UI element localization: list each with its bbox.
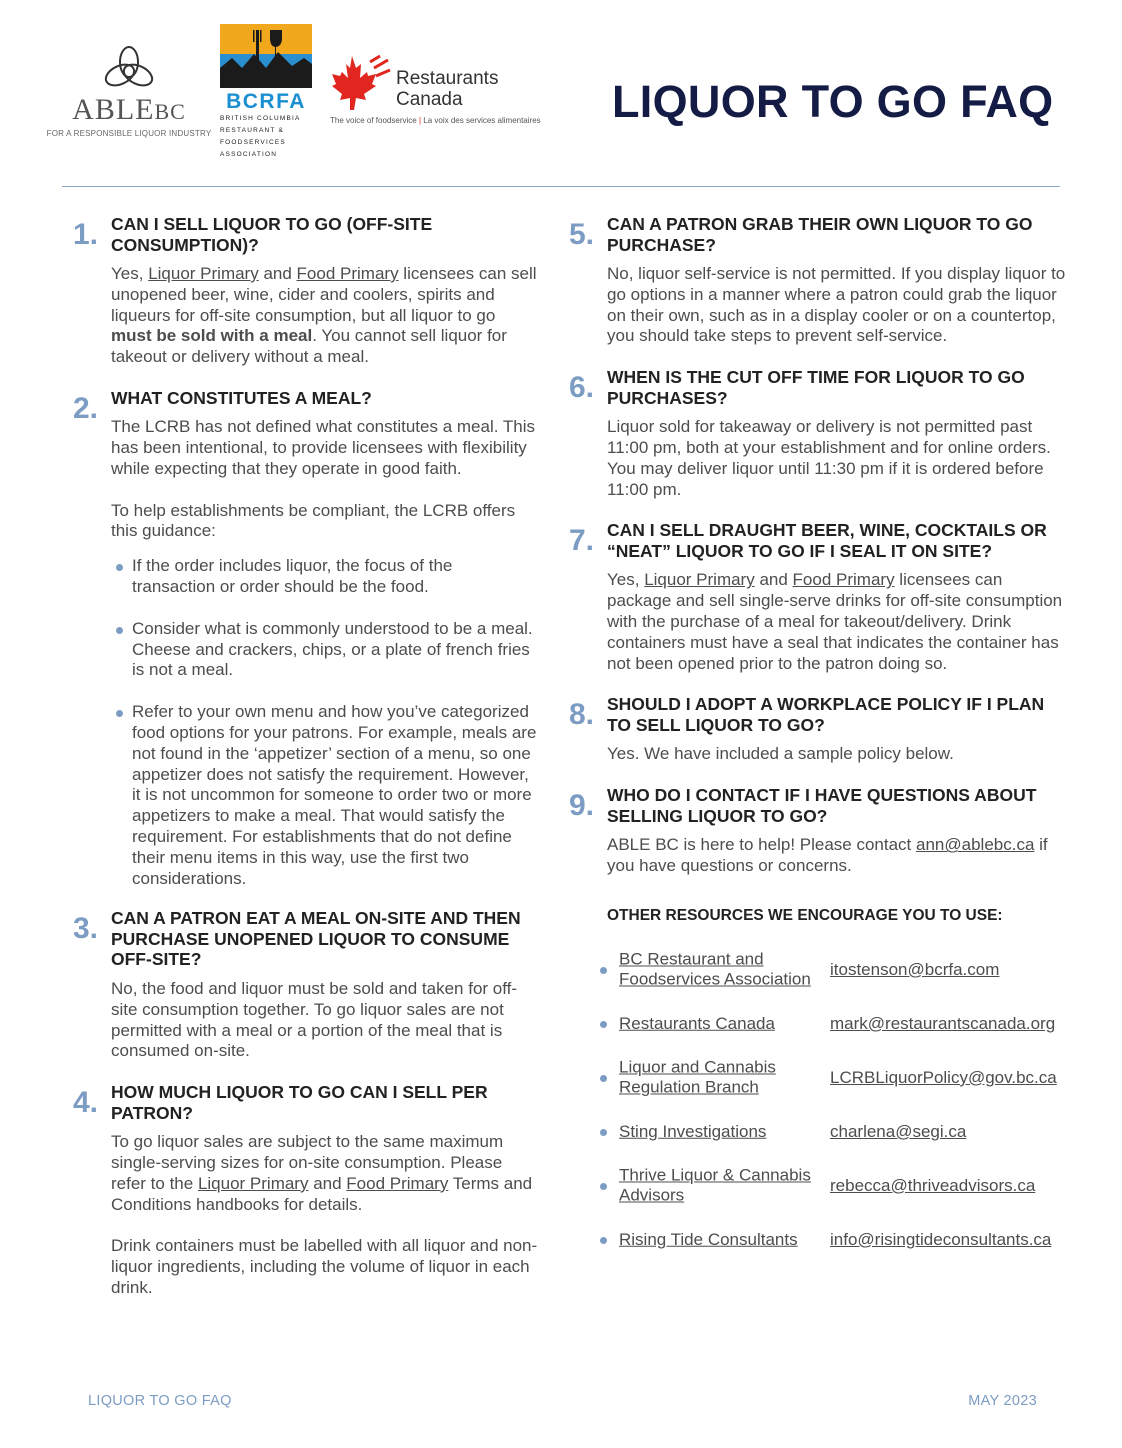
bullet-icon xyxy=(600,1021,607,1028)
faq-answer: Liquor sold for takeaway or delivery is not permitted past 11:00 pm, both at your establishment and for online orders. You may deliver liquor until 11:30 pm if it is ordered before 11:00 pm. xyxy=(607,417,1051,499)
able-name: ABLE xyxy=(72,93,155,126)
text: if you have questions or concerns. xyxy=(607,835,1048,875)
faq-number: 7. xyxy=(569,524,595,558)
able-bc-logo xyxy=(44,45,214,140)
text: and xyxy=(308,1173,347,1193)
bcrfa-line-1: BRITISH COLUMBIA xyxy=(220,115,301,122)
text: licensees can package and sell single-serve drinks for off-site consumption with the purchase of a meal for takeout/delivery. Drink containers must have a seal that indicates the container has not been opened prior to the patron doing so. xyxy=(607,570,1063,673)
faq-number: 1. xyxy=(73,218,99,251)
rc-tagline-fr: La voix des services alimentaires xyxy=(423,116,541,125)
liquor-primary-link[interactable]: Liquor Primary xyxy=(197,1173,309,1193)
right-column xyxy=(566,214,1066,1267)
resource-org-link[interactable]: Liquor and Cannabis Regulation Branch xyxy=(619,1057,776,1097)
guidance-list xyxy=(111,556,538,889)
faq-item-6 xyxy=(566,367,1066,500)
faq-item-8 xyxy=(566,694,1066,765)
faq-answer xyxy=(111,264,538,368)
bcrfa-logo xyxy=(220,24,312,162)
faq-question: SHOULD I ADOPT A WORKPLACE POLICY IF I PLAN TO SELL LIQUOR TO GO? xyxy=(607,694,1045,735)
faq-number: 9. xyxy=(569,789,595,823)
bcrfa-name: BCRFA xyxy=(226,90,306,113)
faq-number: 3. xyxy=(73,912,99,946)
footer-date: MAY 2023 xyxy=(968,1393,1037,1409)
faq-question: WHAT CONSTITUTES A MEAL? xyxy=(111,387,372,408)
resource-email-link[interactable]: itostenson@bcrfa.com xyxy=(830,959,1000,979)
list-item: Refer to your own menu and how you’ve categorized food options for your patrons. For example, meals are not found in the ‘appetizer’ section of a menu, so one appetizer does not satisfy the requirement. However, it is not uncommon for someone to order two or more appetizers to make a meal. That would satisfy the requirement. For establishments that do not define their menu items in this way, use the first two considerations. xyxy=(111,702,538,889)
food-primary-link[interactable]: Food Primary xyxy=(792,570,895,590)
header-divider xyxy=(62,186,1060,187)
faq-question: WHEN IS THE CUT OFF TIME FOR LIQUOR TO GO PURCHASES? xyxy=(607,367,1025,408)
faq-question: HOW MUCH LIQUOR TO GO CAN I SELL PER PATRON? xyxy=(111,1082,488,1123)
faq-answer: No, the food and liquor must be sold and taken for off-site consumption together. To go liquor sales are not permitted with a meal or a portion of the meal that is consumed on-site. xyxy=(111,978,518,1061)
faq-number: 8. xyxy=(569,698,595,732)
text: . You cannot sell liquor for takeout or delivery without a meal. xyxy=(111,326,507,367)
resource-org-link[interactable]: Rising Tide Consultants xyxy=(619,1229,798,1249)
able-bc-knot-icon xyxy=(100,45,158,93)
faq-answer xyxy=(607,835,1066,877)
resource-org-link[interactable]: Thrive Liquor & Cannabis Advisors xyxy=(619,1165,811,1205)
faq-number: 5. xyxy=(569,218,595,251)
faq-item-9 xyxy=(566,785,1066,877)
resources-heading: OTHER RESOURCES WE ENCOURAGE YOU TO USE: xyxy=(607,906,1003,924)
resource-email-link[interactable]: rebecca@thriveadvisors.ca xyxy=(830,1175,1036,1195)
rc-tagline-en: The voice of foodservice xyxy=(330,116,417,125)
left-column xyxy=(70,214,538,1318)
faq-item-7 xyxy=(566,520,1066,674)
rc-tagline-separator: | xyxy=(418,116,422,125)
text: and xyxy=(754,570,793,590)
able-name-suffix: BC xyxy=(154,99,186,124)
bcrfa-mountain-cutlery-icon xyxy=(220,24,312,88)
faq-item-5 xyxy=(566,214,1066,347)
contact-email-link[interactable]: ann@ablebc.ca xyxy=(916,835,1035,855)
text: To go liquor sales are subject to the same maximum single-serving sizes for on-site consumption. Please refer to the xyxy=(111,1132,504,1193)
resource-email-link[interactable]: charlena@segi.ca xyxy=(830,1121,967,1141)
faq-question: CAN I SELL DRAUGHT BEER, WINE, COCKTAILS OR “NEAT” LIQUOR TO GO IF I SEAL IT ON SITE? xyxy=(607,520,1047,561)
bullet-icon xyxy=(600,1129,607,1136)
resource-row xyxy=(600,1051,1066,1105)
page-header xyxy=(0,0,1122,190)
text: licensees can sell unopened beer, wine, cider and coolers, spirits and liqueurs for off-site consumption, but all liquor to go xyxy=(111,264,537,325)
text: and xyxy=(258,264,297,283)
bullet-icon xyxy=(600,1237,607,1244)
bullet-icon xyxy=(600,1183,607,1190)
resource-email-link[interactable]: info@risingtideconsultants.ca xyxy=(830,1229,1052,1249)
bcrfa-line-3: FOODSERVICES xyxy=(220,139,286,146)
faq-item-2 xyxy=(70,388,538,889)
faq-number: 6. xyxy=(569,371,595,405)
resource-org-link[interactable]: Restaurants Canada xyxy=(619,1013,775,1033)
text: Yes, xyxy=(607,570,645,590)
resource-row xyxy=(600,943,1066,997)
footer-title: LIQUOR TO GO FAQ xyxy=(88,1393,232,1409)
resource-org-link[interactable]: BC Restaurant and Foodservices Association xyxy=(619,949,811,989)
resource-email-link[interactable]: LCRBLiquorPolicy@gov.bc.ca xyxy=(830,1067,1057,1087)
list-item: Consider what is commonly understood to be a meal. Cheese and crackers, chips, or a plate of french fries is not a meal. xyxy=(111,619,538,681)
resource-row xyxy=(600,1159,1066,1213)
bcrfa-line-2: RESTAURANT & xyxy=(220,127,285,134)
faq-answer: Yes. We have included a sample policy below. xyxy=(607,744,954,764)
resource-row xyxy=(600,997,1066,1051)
faq-question: CAN A PATRON GRAB THEIR OWN LIQUOR TO GO PURCHASE? xyxy=(607,214,1033,255)
bcrfa-emblem xyxy=(220,24,312,88)
able-tagline: FOR A RESPONSIBLE LIQUOR INDUSTRY xyxy=(46,129,212,138)
rc-name: Restaurants Canada xyxy=(396,68,499,110)
faq-question: CAN I SELL LIQUOR TO GO (OFF-SITE CONSUMPTION)? xyxy=(111,214,433,255)
faq-question: CAN A PATRON EAT A MEAL ON-SITE AND THEN PURCHASE UNOPENED LIQUOR TO CONSUME OFF-SITE? xyxy=(111,908,521,970)
faq-item-3 xyxy=(70,908,538,1062)
faq-answer xyxy=(607,570,1066,674)
bullet-icon xyxy=(600,1075,607,1082)
restaurants-canada-logo xyxy=(330,52,541,132)
list-item: If the order includes liquor, the focus of the transaction or order should be the food. xyxy=(111,556,538,598)
faq-answer: The LCRB has not defined what constitutes a meal. This has been intentional, to provide licensees with flexibility while expecting that they operate in good faith. xyxy=(111,417,535,479)
faq-answer: To help establishments be compliant, the LCRB offers this guidance: xyxy=(111,500,516,541)
faq-item-1 xyxy=(70,214,538,368)
text: Terms and Conditions handbooks for details. xyxy=(111,1173,533,1214)
maple-leaf-icon xyxy=(330,54,394,112)
faq-answer xyxy=(111,1132,538,1215)
resource-row xyxy=(600,1213,1066,1267)
bcrfa-line-4: ASSOCIATION xyxy=(220,151,278,158)
faq-number: 4. xyxy=(73,1086,99,1120)
faq-number: 2. xyxy=(73,391,99,425)
page-title: LIQUOR TO GO FAQ xyxy=(612,76,1054,127)
faq-item-4 xyxy=(70,1082,538,1298)
food-primary-link[interactable]: Food Primary xyxy=(346,1173,449,1193)
food-primary-link[interactable]: Food Primary xyxy=(296,264,399,283)
liquor-primary-link[interactable]: Liquor Primary xyxy=(644,570,755,590)
resource-org-link[interactable]: Sting Investigations xyxy=(619,1121,767,1141)
text: Yes, xyxy=(111,264,149,283)
bullet-icon xyxy=(600,967,607,974)
emphasis: must be sold with a meal xyxy=(111,326,313,346)
resource-row xyxy=(600,1105,1066,1159)
faq-answer: Drink containers must be labelled with all liquor and non-liquor ingredients, including the volume of liquor in each drink. xyxy=(111,1236,538,1297)
faq-question: WHO DO I CONTACT IF I HAVE QUESTIONS ABOUT SELLING LIQUOR TO GO? xyxy=(607,785,1037,826)
text: ABLE BC is here to help! Please contact xyxy=(607,835,917,855)
resources-list xyxy=(566,943,1066,1267)
rc-tagline xyxy=(330,116,541,125)
resource-email-link[interactable]: mark@restaurantscanada.org xyxy=(830,1013,1056,1033)
liquor-primary-link[interactable]: Liquor Primary xyxy=(148,264,259,283)
faq-answer: No, liquor self-service is not permitted. If you display liquor to go options in a manner where a patron could grab the liquor on their own, such as in a display cooler or on a countertop, you should take steps to prevent self-service. xyxy=(607,264,1066,346)
